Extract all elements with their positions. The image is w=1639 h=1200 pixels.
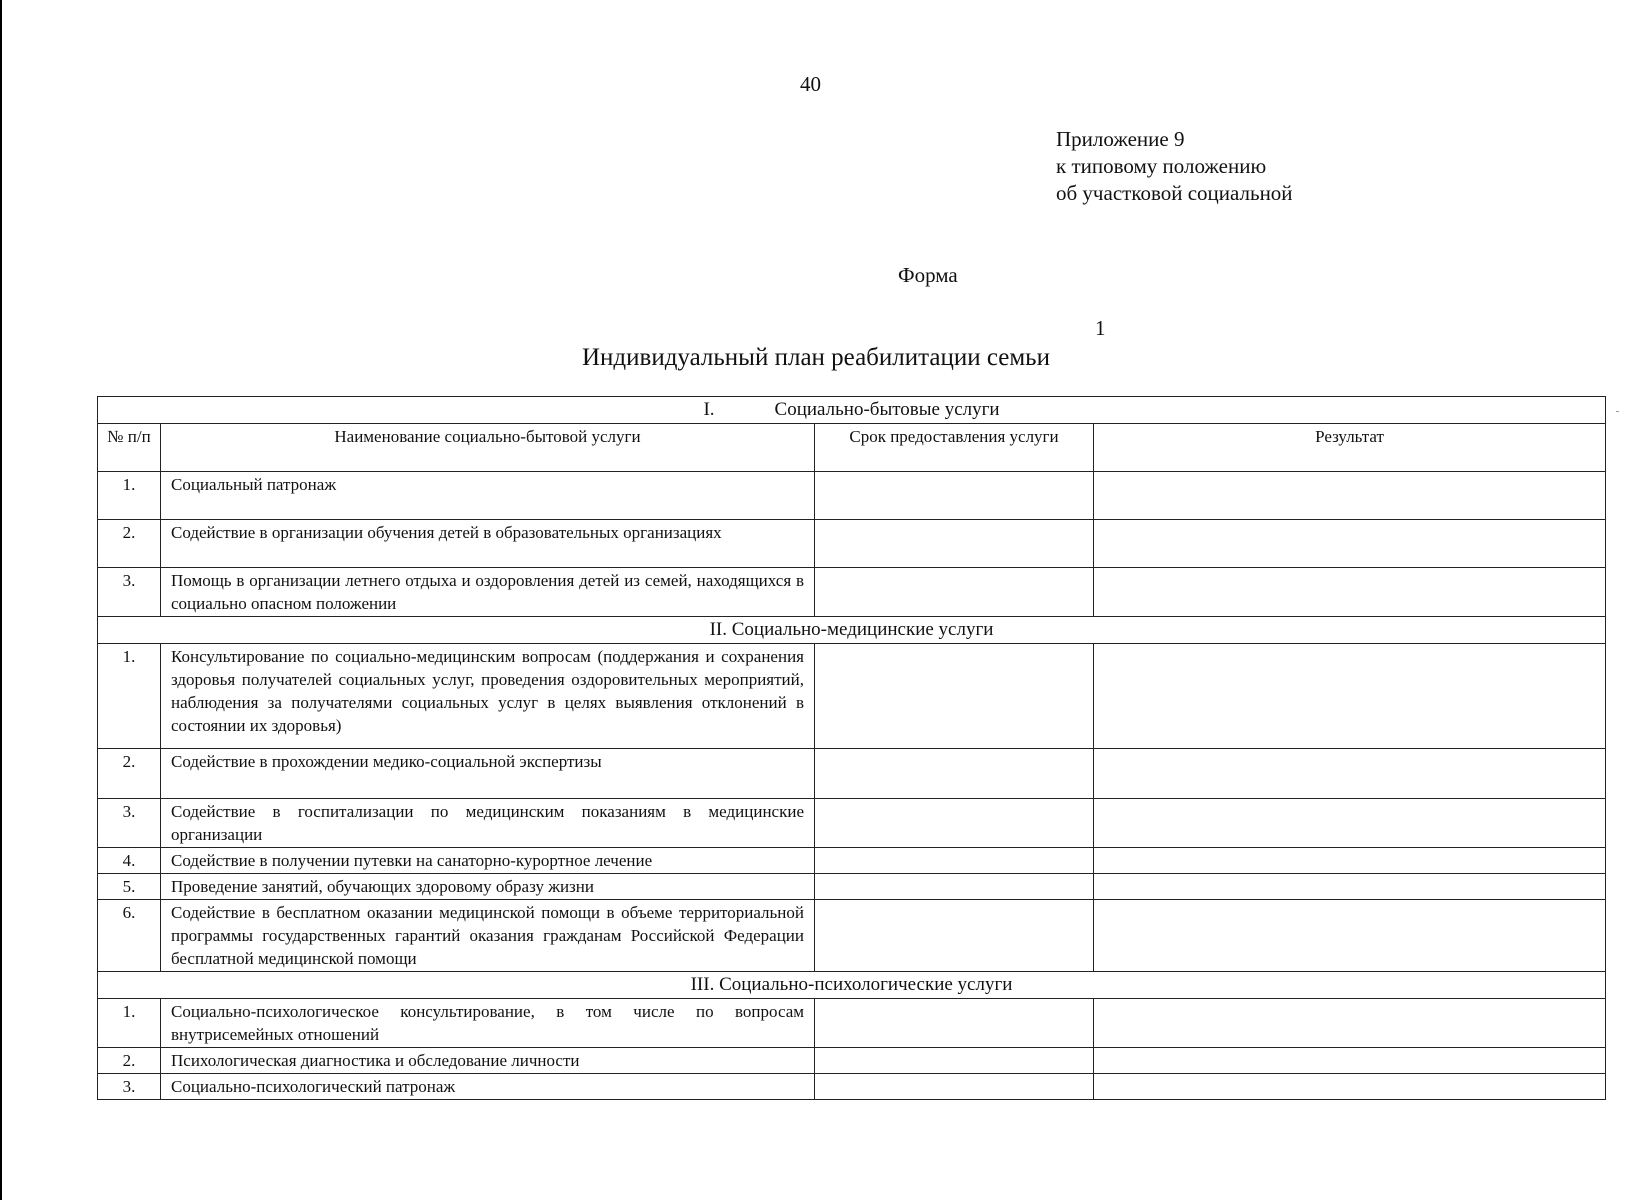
form-label: Форма <box>898 263 958 287</box>
row-number: 2. <box>98 749 161 799</box>
term-cell[interactable] <box>815 1074 1094 1100</box>
section-title-1 <box>98 397 1606 424</box>
rehabilitation-plan-table <box>97 396 1606 1100</box>
table-row <box>98 1048 1606 1074</box>
table-row <box>98 999 1606 1048</box>
row-number: 3. <box>98 799 161 848</box>
table-row <box>98 520 1606 568</box>
row-number: 3. <box>98 568 161 617</box>
row-number: 5. <box>98 874 161 900</box>
table-row <box>98 848 1606 874</box>
result-cell[interactable] <box>1094 644 1606 749</box>
term-cell[interactable] <box>815 999 1094 1048</box>
header-result: Результат <box>1094 424 1606 472</box>
term-cell[interactable] <box>815 900 1094 972</box>
row-number: 2. <box>98 1048 161 1074</box>
row-number: 4. <box>98 848 161 874</box>
result-cell[interactable] <box>1094 520 1606 568</box>
result-cell[interactable] <box>1094 1074 1606 1100</box>
service-name: Проведение занятий, обучающих здоровому образу жизни <box>161 874 815 900</box>
service-name: Содействие в бесплатном оказании медицинской помощи в объеме территориальной программы государственных гарантий оказания гражданам Российской Федерации бесплатной медицинской помощи <box>161 900 815 972</box>
table-row <box>98 749 1606 799</box>
header-service-name: Наименование социально-бытовой услуги <box>161 424 815 472</box>
service-name: Социальный патронаж <box>161 472 815 520</box>
term-cell[interactable] <box>815 874 1094 900</box>
result-cell[interactable] <box>1094 568 1606 617</box>
header-number: № п/п <box>98 424 161 472</box>
service-name: Социально-психологическое консультирование, в том числе по вопросам внутрисемейных отношений <box>161 999 815 1048</box>
section-header-2 <box>98 617 1606 644</box>
table-row <box>98 900 1606 972</box>
result-cell[interactable] <box>1094 874 1606 900</box>
appendix-block <box>1056 126 1293 207</box>
term-cell[interactable] <box>815 472 1094 520</box>
table-row <box>98 1074 1606 1100</box>
form-number: 1 <box>1095 316 1106 340</box>
service-name: Содействие в организации обучения детей в образовательных организациях <box>161 520 815 568</box>
scan-edge-line <box>0 0 2 1200</box>
section-title-1-text: Социально-бытовые услуги <box>774 399 1000 420</box>
result-cell[interactable] <box>1094 848 1606 874</box>
service-name: Психологическая диагностика и обследование личности <box>161 1048 815 1074</box>
table-row <box>98 472 1606 520</box>
result-cell[interactable] <box>1094 999 1606 1048</box>
table-row <box>98 644 1606 749</box>
row-number: 1. <box>98 472 161 520</box>
term-cell[interactable] <box>815 749 1094 799</box>
edge-mark <box>1616 411 1619 412</box>
term-cell[interactable] <box>815 568 1094 617</box>
column-header-row <box>98 424 1606 472</box>
term-cell[interactable] <box>815 799 1094 848</box>
section-roman-1: I. <box>703 399 715 420</box>
service-name: Содействие в прохождении медико-социальной экспертизы <box>161 749 815 799</box>
table-row <box>98 799 1606 848</box>
service-name: Социально-психологический патронаж <box>161 1074 815 1100</box>
document-title: Индивидуальный план реабилитации семьи <box>582 344 1050 371</box>
result-cell[interactable] <box>1094 900 1606 972</box>
service-name: Помощь в организации летнего отдыха и оздоровления детей из семей, находящихся в социально опасном положении <box>161 568 815 617</box>
table-row <box>98 874 1606 900</box>
row-number: 3. <box>98 1074 161 1100</box>
term-cell[interactable] <box>815 644 1094 749</box>
appendix-line-2: к типовому положению <box>1056 154 1267 178</box>
result-cell[interactable] <box>1094 749 1606 799</box>
term-cell[interactable] <box>815 848 1094 874</box>
result-cell[interactable] <box>1094 1048 1606 1074</box>
result-cell[interactable] <box>1094 472 1606 520</box>
service-name: Консультирование по социально-медицинским вопросам (поддержания и сохранения здоровья получателей социальных услуг, проведения оздоровительных мероприятий, наблюдения за получателями социальных услуг в целях выявления отклонений в состоянии их здоровья) <box>161 644 815 749</box>
section-header-3 <box>98 972 1606 999</box>
page-number: 40 <box>800 72 821 96</box>
appendix-line-1: Приложение 9 <box>1056 127 1185 151</box>
section-title-2: II. Социально-медицинские услуги <box>98 617 1606 644</box>
section-header-1 <box>98 397 1606 424</box>
row-number: 1. <box>98 644 161 749</box>
term-cell[interactable] <box>815 520 1094 568</box>
row-number: 1. <box>98 999 161 1048</box>
row-number: 2. <box>98 520 161 568</box>
appendix-line-3: об участковой социальной <box>1056 181 1293 205</box>
header-service-term: Срок предоставления услуги <box>815 424 1094 472</box>
result-cell[interactable] <box>1094 799 1606 848</box>
service-name: Содействие в госпитализации по медицинским показаниям в медицинские организации <box>161 799 815 848</box>
table-row <box>98 568 1606 617</box>
term-cell[interactable] <box>815 1048 1094 1074</box>
section-title-3: III. Социально-психологические услуги <box>98 972 1606 999</box>
row-number: 6. <box>98 900 161 972</box>
service-name: Содействие в получении путевки на санаторно-курортное лечение <box>161 848 815 874</box>
